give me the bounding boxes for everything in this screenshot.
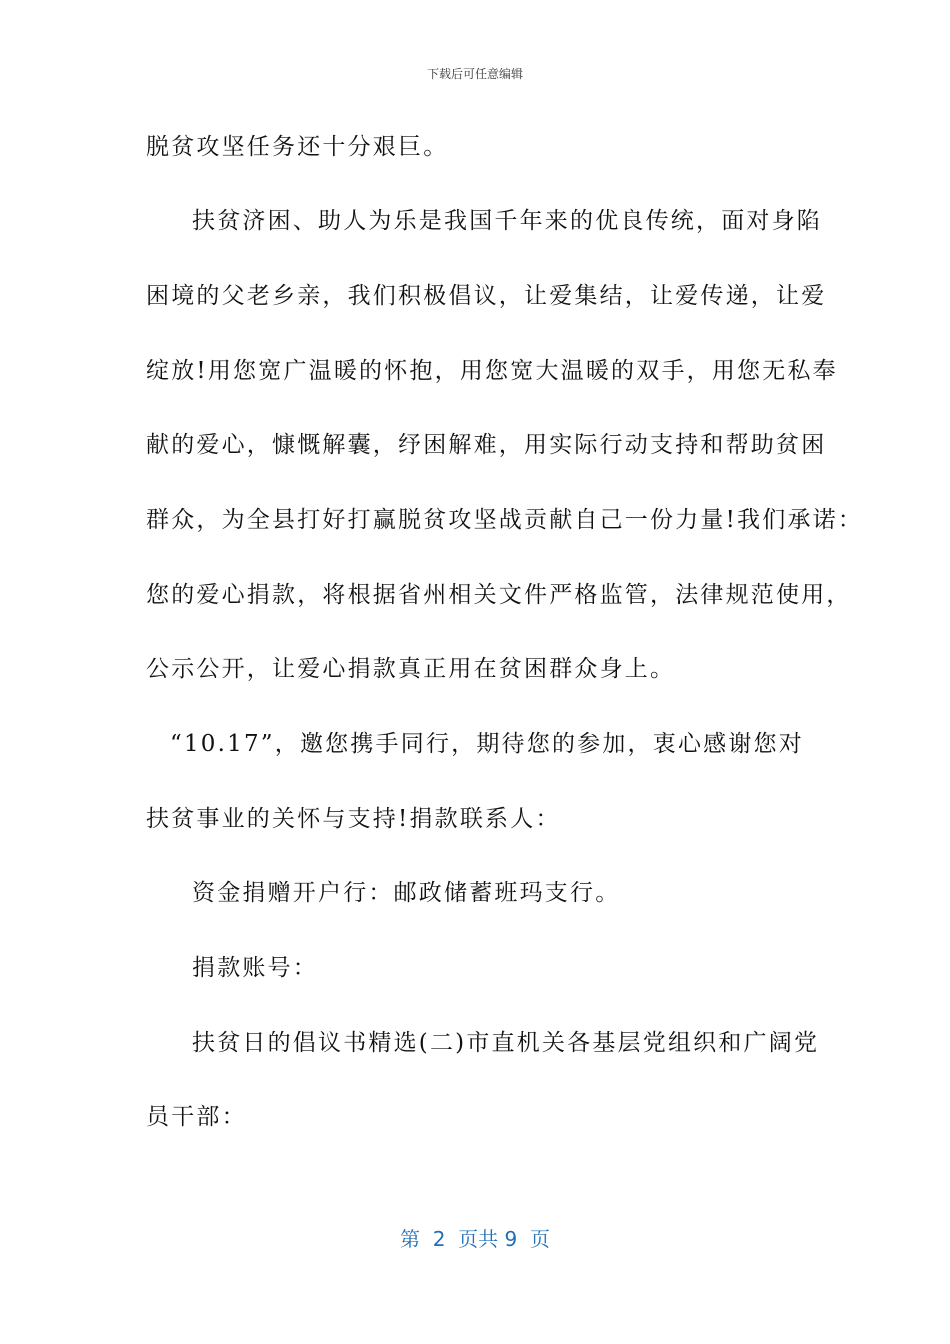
body-line: 脱贫攻坚任务还十分艰巨。 <box>146 134 449 160</box>
body-line: 绽放!用您宽广温暖的怀抱，用您宽大温暖的双手，用您无私奉 <box>146 358 838 384</box>
body-line: 扶贫事业的关怀与支持!捐款联系人： <box>146 806 561 832</box>
body-line: 员干部： <box>146 1104 247 1130</box>
body-line: 捐款账号： <box>192 955 318 981</box>
body-line: 您的爱心捐款，将根据省州相关文件严格监管，法律规范使用， <box>146 582 852 608</box>
body-line: “10.17”，邀您携手同行，期待您的参加，衷心感谢您对 <box>170 731 804 757</box>
page-header: 下载后可任意编辑 <box>426 67 523 81</box>
body-line: 困境的父老乡亲，我们积极倡议，让爱集结，让爱传递，让爱 <box>146 283 827 309</box>
body-line: 献的爱心，慷慨解囊，纾困解难，用实际行动支持和帮助贫困 <box>146 432 827 458</box>
body-line: 资金捐赠开户行：邮政储蓄班玛支行。 <box>192 880 621 906</box>
page-number: 第 2 页共 9 页 <box>400 1227 550 1251</box>
body-line: 公示公开，让爱心捐款真正用在贫困群众身上。 <box>146 656 676 682</box>
body-line: 扶贫济困、助人为乐是我国千年来的优良传统，面对身陷 <box>192 208 822 234</box>
body-line: 扶贫日的倡议书精选(二)市直机关各基层党组织和广阔党 <box>192 1030 820 1056</box>
body-line: 群众，为全县打好打赢脱贫攻坚战贡献自己一份力量!我们承诺： <box>146 507 864 533</box>
